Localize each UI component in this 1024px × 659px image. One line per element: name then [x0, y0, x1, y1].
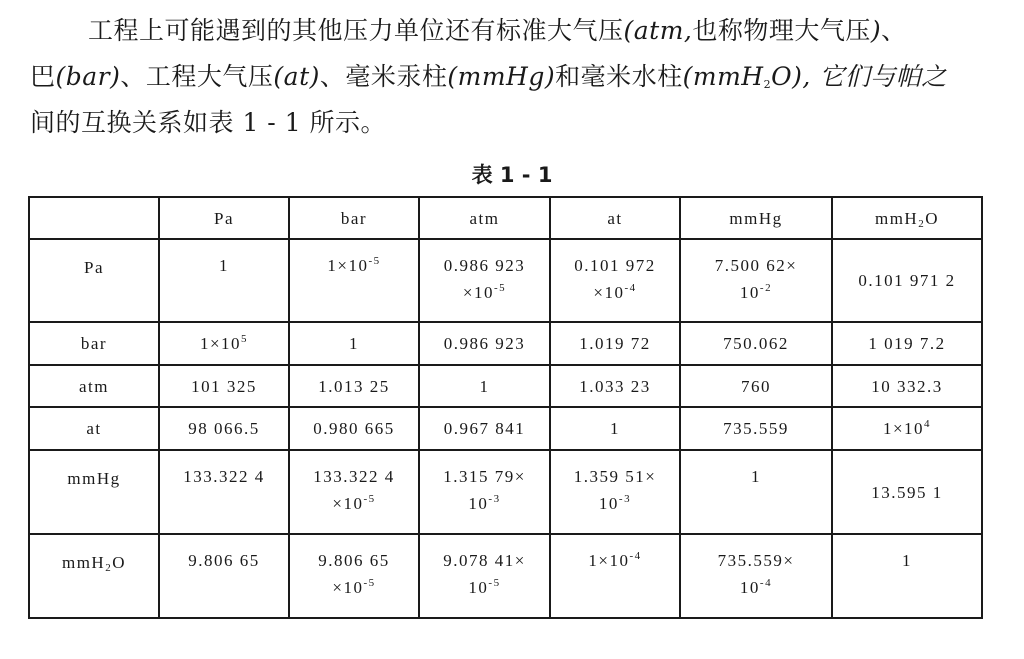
cell-at-pa: 98 066.5: [159, 407, 289, 450]
header-bar: bar: [289, 197, 419, 239]
cell-pa-at: 0.101 972 $\times 10^{-4}$: [550, 239, 680, 322]
cell-atm-at: 1.033 23: [550, 365, 680, 407]
cell-at-bar: 0.980 665: [289, 407, 419, 450]
paragraph-line-2: 巴(bar)、工程大气压(at)、毫米汞柱(mmHg)和毫米水柱(mmH$_2$O), 它们与帕之: [30, 62, 947, 91]
cell-atm-mmhg: 760: [680, 365, 832, 407]
cell-bar-bar: 1: [289, 322, 419, 365]
cell-pa-bar: $1\times 10^{-5}$: [289, 239, 419, 322]
cell-atm-atm: 1: [419, 365, 550, 407]
table-row-mmhg: [29, 450, 982, 534]
cell-mmhg-mmhg: 1: [680, 450, 832, 534]
table-caption: 表 1 - 1: [471, 163, 553, 187]
cell-mmhg-bar: 133.322 4 $\times 10^{-5}$: [289, 450, 419, 534]
cell-mmhg-atm: 1.315 79× $10^{-3}$: [419, 450, 550, 534]
cell-bar-mmh2o: 1 019 7.2: [832, 322, 982, 365]
row-label-at: at: [29, 407, 159, 450]
table-header-row: [29, 197, 982, 239]
cell-atm-mmh2o: 10 332.3: [832, 365, 982, 407]
cell-mmh2o-mmh2o: 1: [832, 534, 982, 618]
table-row-pa: [29, 239, 982, 322]
cell-at-at: 1: [550, 407, 680, 450]
header-mmh2o: mmH$_2$O: [832, 197, 982, 239]
header-mmhg: mmHg: [680, 197, 832, 239]
cell-mmhg-at: 1.359 51× $10^{-3}$: [550, 450, 680, 534]
header-atm: atm: [419, 197, 550, 239]
cell-bar-pa: $1\times 10^5$: [159, 322, 289, 365]
table-row-bar: [29, 322, 982, 365]
table-row-atm: [29, 365, 982, 407]
cell-mmhg-pa: 133.322 4: [159, 450, 289, 534]
corner-cell: [29, 197, 159, 239]
table-row-mmh2o: [29, 534, 982, 618]
cell-mmh2o-at: $1\times 10^{-4}$: [550, 534, 680, 618]
cell-at-mmh2o: $1\times 10^4$: [832, 407, 982, 450]
cell-mmh2o-bar: 9.806 65 $\times 10^{-5}$: [289, 534, 419, 618]
cell-bar-atm: 0.986 923: [419, 322, 550, 365]
cell-atm-pa: 101 325: [159, 365, 289, 407]
cell-mmh2o-atm: 9.078 41× $10^{-5}$: [419, 534, 550, 618]
row-label-mmhg: mmHg: [29, 450, 159, 534]
cell-pa-mmh2o: 0.101 971 2: [832, 239, 982, 322]
cell-pa-mmhg: 7.500 62× $10^{-2}$: [680, 239, 832, 322]
row-label-mmh2o: mmH$_2$O: [29, 534, 159, 618]
cell-mmhg-mmh2o: 13.595 1: [832, 450, 982, 534]
conversion-table: [28, 196, 983, 619]
row-label-atm: atm: [29, 365, 159, 407]
cell-at-atm: 0.967 841: [419, 407, 550, 450]
cell-at-mmhg: 735.559: [680, 407, 832, 450]
cell-pa-pa: 1: [159, 239, 289, 322]
paragraph-line-3: 间的互换关系如表 1 - 1 所示。: [30, 108, 387, 137]
row-label-bar: bar: [29, 322, 159, 365]
cell-atm-bar: 1.013 25: [289, 365, 419, 407]
row-label-pa: Pa: [29, 239, 159, 322]
header-at: at: [550, 197, 680, 239]
table-row-at: [29, 407, 982, 450]
cell-mmh2o-mmhg: 735.559× $10^{-4}$: [680, 534, 832, 618]
intro-paragraph: [30, 8, 1005, 146]
cell-mmh2o-pa: 9.806 65: [159, 534, 289, 618]
header-pa: Pa: [159, 197, 289, 239]
cell-pa-atm: 0.986 923 $\times 10^{-5}$: [419, 239, 550, 322]
paragraph-line-1: 工程上可能遇到的其他压力单位还有标准大气压(atm,也称物理大气压)、: [88, 16, 907, 45]
cell-bar-mmhg: 750.062: [680, 322, 832, 365]
cell-bar-at: 1.019 72: [550, 322, 680, 365]
